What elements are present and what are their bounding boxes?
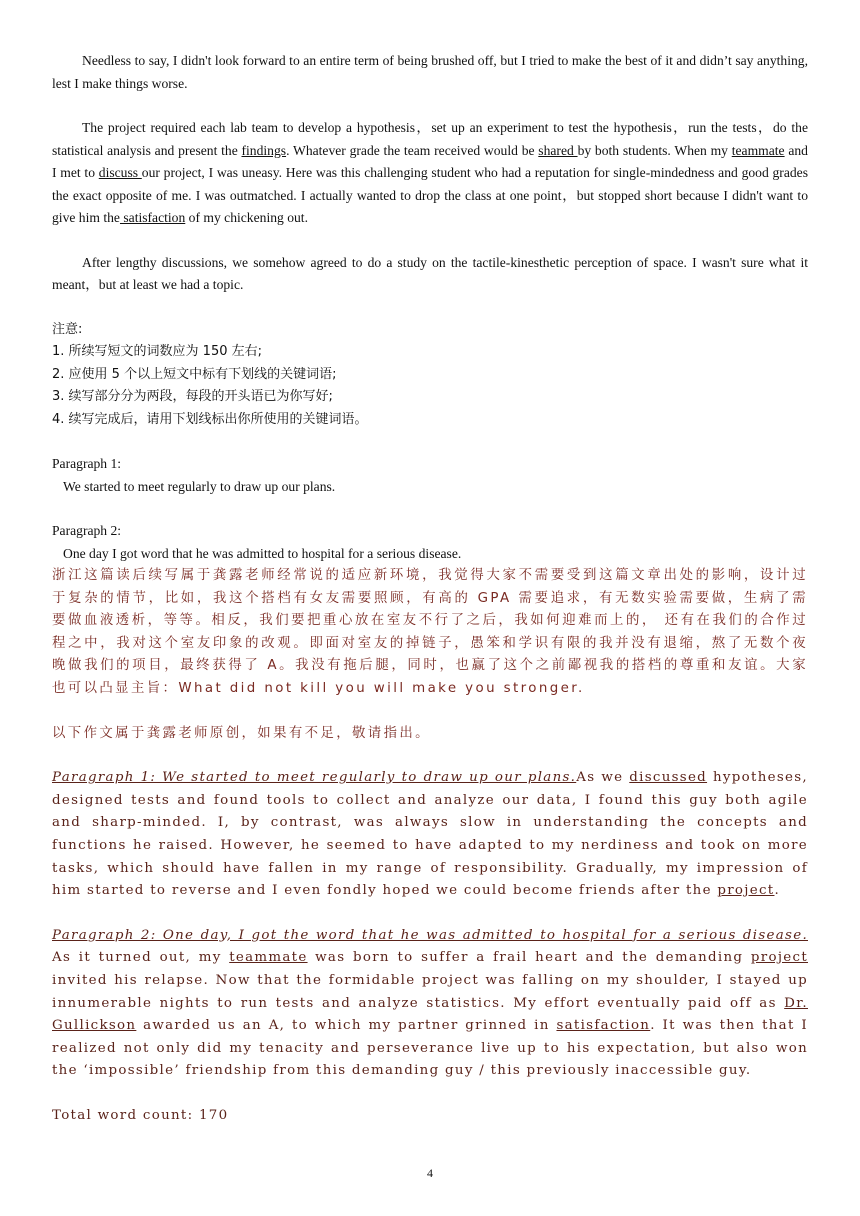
keyword-teammate: teammate [731, 142, 785, 158]
passage-text: by both students. When my [577, 142, 732, 158]
paragraph-1-opening: We started to meet regularly to draw up our plans. [63, 478, 336, 494]
essay-paragraph-1 [52, 767, 808, 903]
passage-text: and I met to [52, 142, 808, 180]
note-item: 1. 所续写短文的词数应为 150 左右; [52, 344, 262, 359]
essay-paragraph-2-lead: Paragraph 2: One day, I got the word that he was admitted to hospital for a serious disease. [52, 927, 808, 943]
notes-title: 注意: [52, 321, 83, 337]
keyword-project: project [717, 883, 775, 899]
word-count: Total word count: 170 [52, 1107, 229, 1123]
note-item: 3. 续写部分分为两段，每段的开头语已为你写好; [52, 389, 333, 404]
note-item: 2. 应使用 5 个以上短文中标有下划线的关键词语; [52, 366, 337, 382]
keyword-project: project [750, 950, 808, 966]
keyword-teammate: teammate [229, 950, 308, 966]
essay-text: As it turned out, my [52, 950, 230, 966]
essay-text: awarded us an A, to which my partner grinned in [136, 1018, 557, 1034]
essay-text: invited his relapse. Now that the formidable project was falling on my shoulder, I stayed up innumerable nights to run tests and analyze statistics. My effort eventually paid off as [52, 972, 808, 1011]
essay-text: was born to suffer a frail heart and the demanding [307, 950, 751, 966]
essay-text: . It was then that I realized not only did my tenacity and perseverance live up to his expectation, but also won the ‘impossible’ friendship from this demanding guy / this previously inaccessible guy. [52, 1018, 808, 1079]
passage-paragraph-3: After lengthy discussions, we somehow agreed to do a study on the tactile-kinesthetic perception of space. I wasn't sure what it meant，but at least we had a topic. [52, 254, 808, 292]
passage-text: our project, I was uneasy. Here was this challenging student who had a reputation for single-mindedness and good grades the exact opposite of me. I was outmatched. I actually wanted to drop the class at one point，but stopped short because I didn't want to give him the [52, 165, 808, 225]
notes-section [52, 319, 808, 432]
essay-text: hypotheses, designed tests and found tools to collect and analyze our data, I found this guy both agile and sharp-minded. I, by contrast, was always slow in understanding the concepts and functions he raised. However, he seemed to have adapted to my nerdiness and took on more tasks, which should have fallen in my range of responsibility. Gradually, my impression of him started to reverse and I even fondly hoped we could become friends after the [52, 770, 808, 899]
passage-text: of my chickening out. [185, 210, 308, 225]
paragraph-2-label: Paragraph 2: [52, 523, 122, 538]
essay-text: . [774, 883, 781, 899]
paragraph-1-label: Paragraph 1: [52, 456, 122, 471]
keyword-satisfaction: satisfaction [556, 1018, 651, 1034]
page-number: 4 [427, 1166, 433, 1180]
passage-text: . Whatever grade the team received would be [286, 142, 539, 158]
original-note: 以下作文属于龚露老师原创，如果有不足，敬请指出。 [52, 725, 431, 741]
keyword-discuss: discuss [98, 165, 142, 180]
document-page [52, 50, 808, 1127]
paragraph-2-opening: One day I got word that he was admitted to hospital for a serious disease. [63, 545, 462, 561]
keyword-satisfaction: satisfaction [119, 210, 186, 225]
keyword-dr-gullickson: Dr. Gullickson [52, 995, 808, 1034]
essay-paragraph-1-lead: Paragraph 1: We started to meet regularly to draw up our plans. [52, 770, 577, 786]
essay-paragraph-2 [52, 925, 808, 1083]
teacher-analysis: 浙江这篇读后续写属于龚露老师经常说的适应新环境，我觉得大家不需要受到这篇文章出处的影响，设计过于复杂的情节，比如，我这个搭档有女友需要照顾，有高的 GPA 需要追求，有无数实验需要做，生病了需要做血液透析，等等。相反，我们要把重心放在室友不行了之后，我如何迎难而上的， 还有在我们的合作过程之中，我对这个室友印象的改观。即面对室友的掉链子，愚笨和学识有限的我并没有退缩，熬了无数个夜晚做我们的项目，最终获得了 A。我没有拖后腿，同时，也赢了这个之前鄙视我的搭档的尊重和友谊。大家也可以凸显主旨：What did not kill you will make you stronger. [52, 568, 808, 696]
keyword-discussed: discussed [629, 770, 708, 786]
passage-paragraph-2 [52, 117, 808, 230]
passage-text: The project required each lab team to develop a hypothesis，set up an experiment to test the hypothesis，run the tests，do the statistical analysis and present the [52, 120, 808, 158]
note-item: 4. 续写完成后，请用下划线标出你所使用的关键词语。 [52, 411, 368, 427]
passage-paragraph-1: Needless to say, I didn't look forward to an entire term of being brushed off, but I tried to make the best of it and didn’t say anything, lest I make things worse. [52, 53, 808, 91]
keyword-findings: findings [241, 142, 287, 158]
essay-text: As we [576, 770, 630, 786]
keyword-shared: shared [538, 142, 578, 158]
